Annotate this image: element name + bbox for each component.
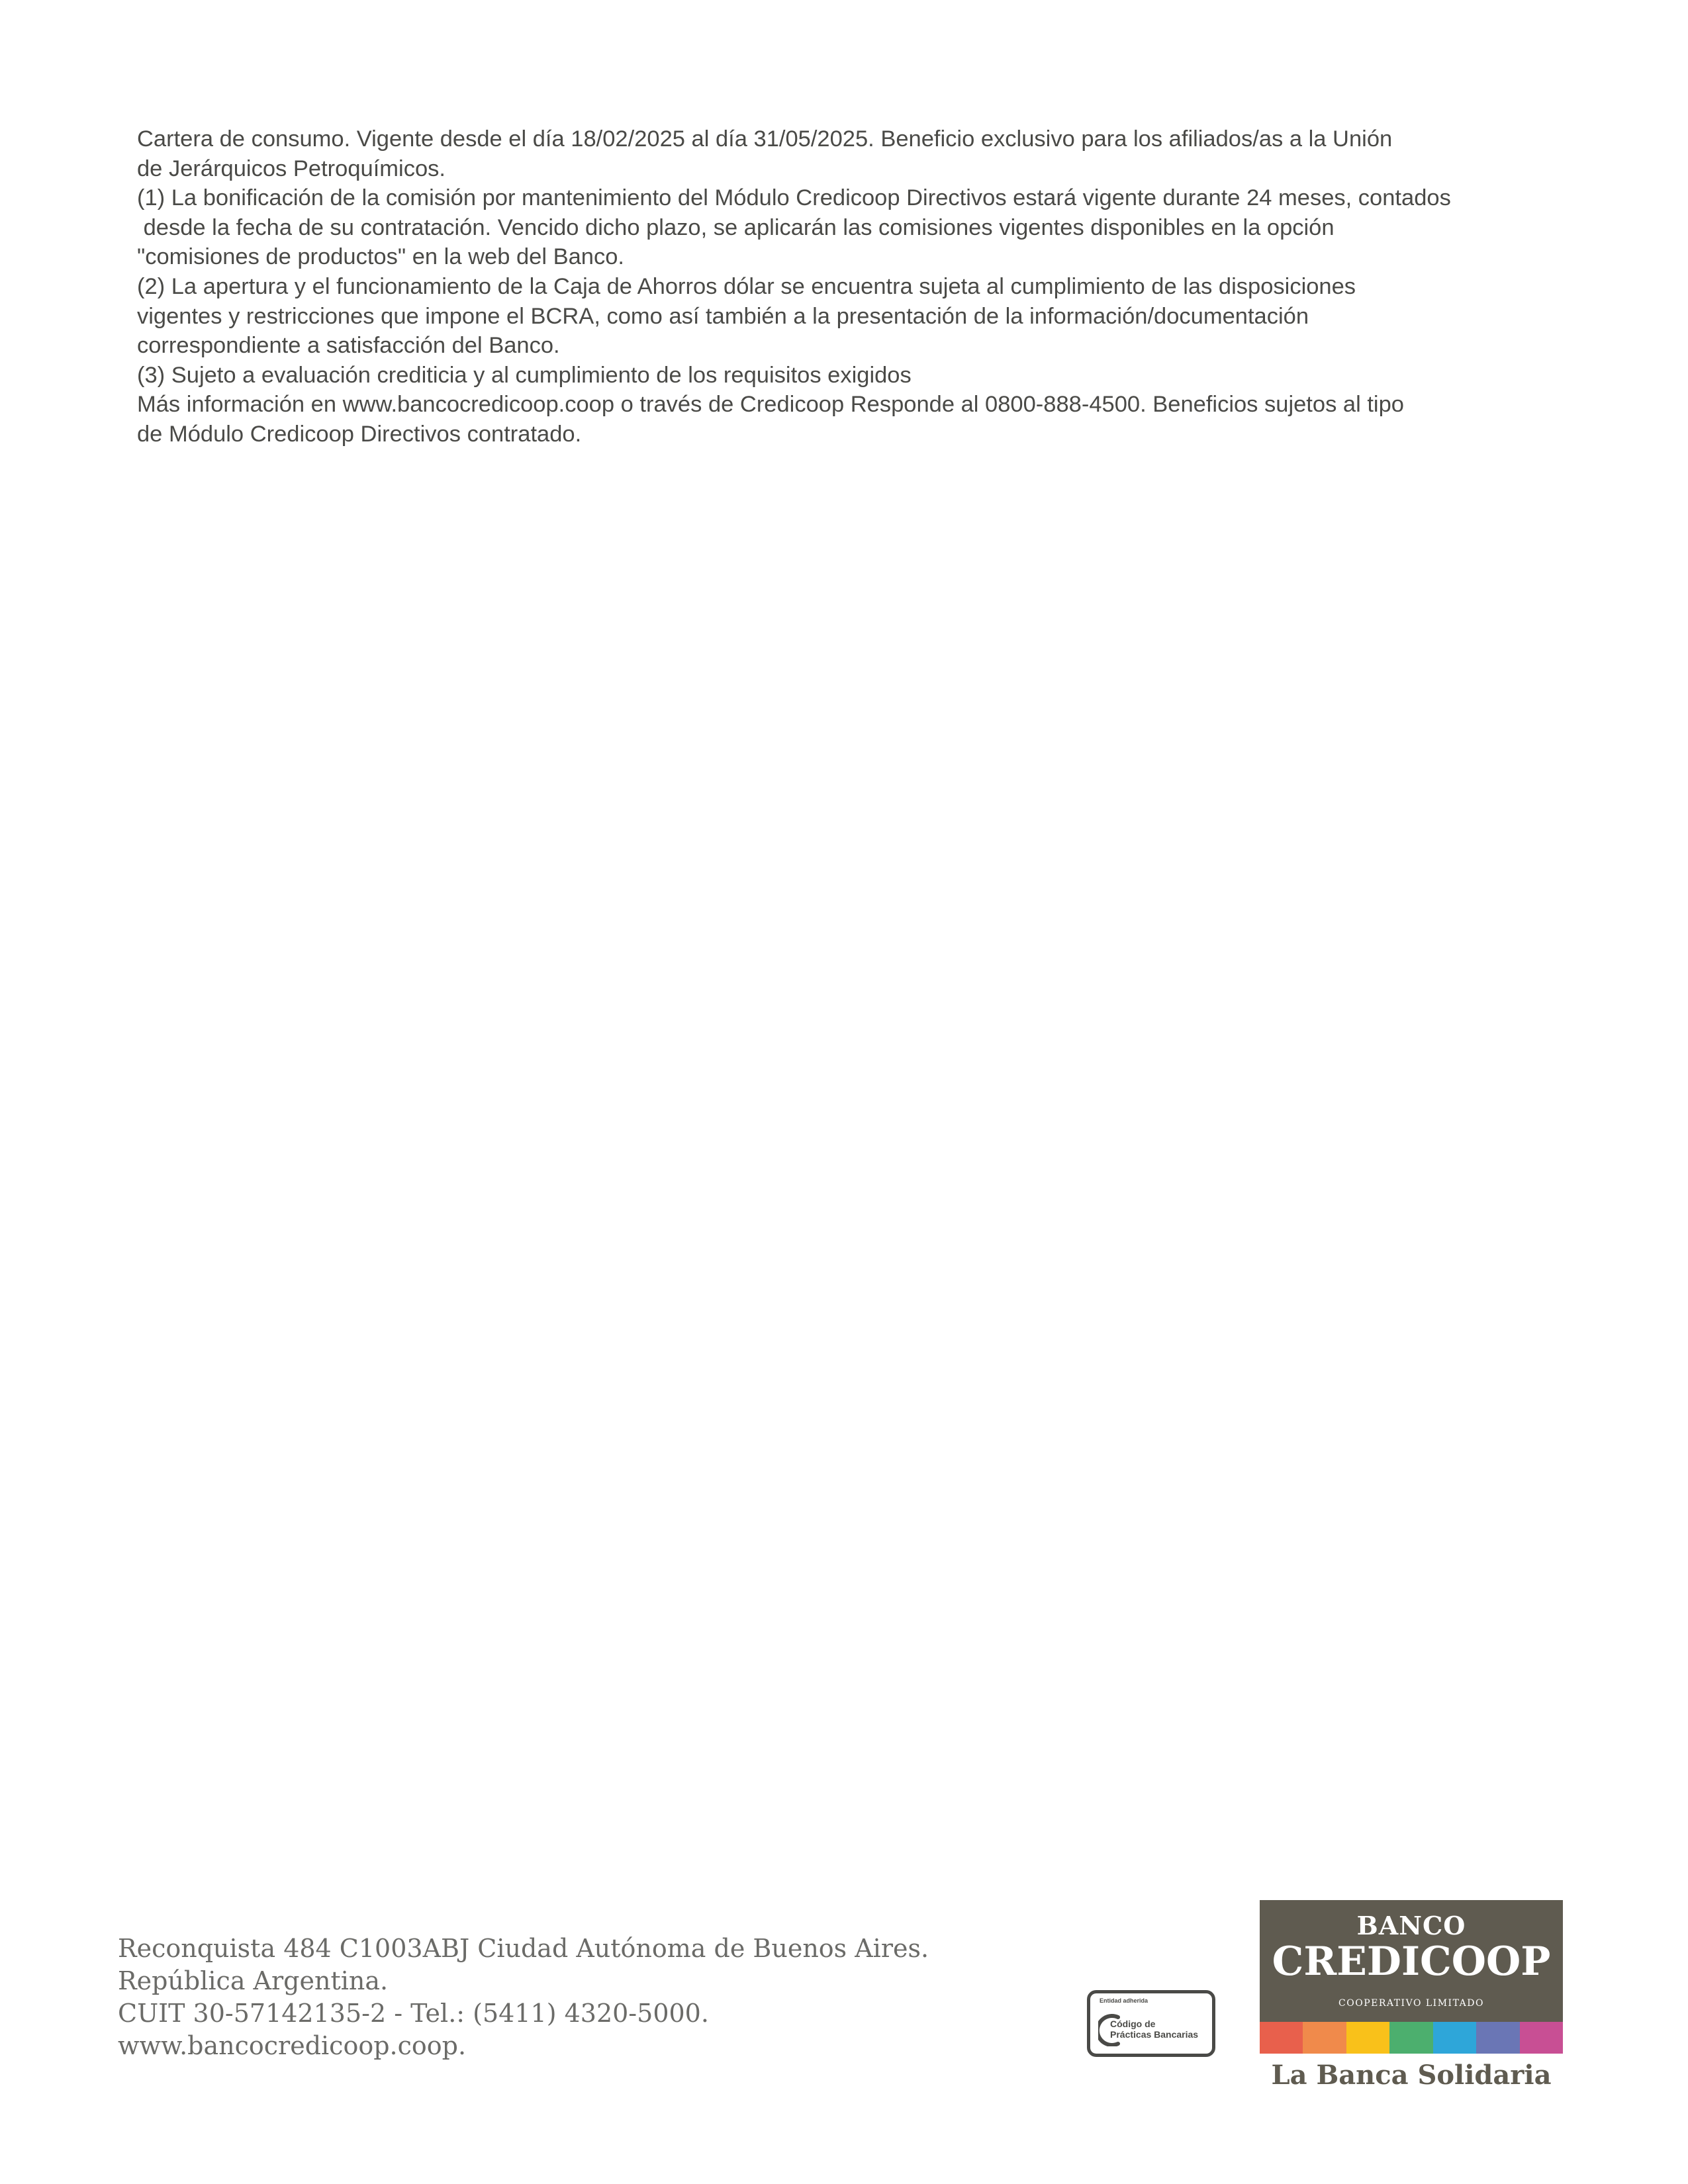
logo-cooperativo-word: COOPERATIVO LIMITADO xyxy=(1338,1998,1484,2009)
legal-line: vigentes y restricciones que impone el BCRA, como así también a la presentación de la información/documentación xyxy=(137,303,1309,329)
logo-stripe xyxy=(1303,2022,1346,2054)
legal-line: Cartera de consumo. Vigente desde el día 18/02/2025 al día 31/05/2025. Beneficio exclusivo para los afiliados/as a la Unión xyxy=(137,126,1393,152)
badge-small-label: Entidad adherida xyxy=(1100,1997,1149,2004)
legal-line: de Jerárquicos Petroquímicos. xyxy=(137,156,445,181)
logo-stripe xyxy=(1476,2022,1519,2054)
legal-line: desde la fecha de su contratación. Vencido dicho plazo, se aplicarán las comisiones vigentes disponibles en la opción xyxy=(137,214,1335,240)
legal-line: (3) Sujeto a evaluación crediticia y al cumplimiento de los requisitos exigidos xyxy=(137,362,912,388)
legal-line: correspondiente a satisfacción del Banco. xyxy=(137,333,560,359)
cuit-phone-line: CUIT 30-57142135-2 - Tel.: (5411) 4320-5000. xyxy=(118,1999,709,2028)
logo-tagline: La Banca Solidaria xyxy=(1271,2060,1552,2091)
logo-stripe xyxy=(1346,2022,1389,2054)
logo-color-stripes xyxy=(1260,2022,1563,2054)
logo-stripe xyxy=(1389,2022,1432,2054)
logo-stripe xyxy=(1520,2022,1563,2054)
banco-credicoop-logo xyxy=(1260,1900,1563,2054)
badge-main-label: Código de Prácticas Bancarias xyxy=(1110,2019,1199,2040)
legal-disclaimer xyxy=(137,124,1633,449)
legal-line: (1) La bonificación de la comisión por mantenimiento del Módulo Credicoop Directivos estará vigente durante 24 meses, contados xyxy=(137,185,1451,211)
logo-stripe xyxy=(1260,2022,1303,2054)
legal-line: (2) La apertura y el funcionamiento de la Caja de Ahorros dólar se encuentra sujeta al cumplimiento de las disposiciones xyxy=(137,273,1356,299)
legal-line: Más información en www.bancocredicoop.coop o través de Credicoop Responde al 0800-888-4500. Beneficios sujetos al tipo xyxy=(137,392,1404,418)
footer-address xyxy=(118,1933,1045,2062)
address-line: República Argentina. xyxy=(118,1966,389,1995)
website-line: www.bancocredicoop.coop. xyxy=(118,2031,467,2060)
banking-practices-badge xyxy=(1087,1990,1215,2057)
logo-credicoop-word: CREDICOOP xyxy=(1272,1938,1551,1985)
legal-line: de Módulo Credicoop Directivos contratado. xyxy=(137,421,582,447)
legal-line: "comisiones de productos" en la web del Banco. xyxy=(137,244,625,270)
address-line: Reconquista 484 C1003ABJ Ciudad Autónoma de Buenos Aires. xyxy=(118,1934,929,1963)
logo-stripe xyxy=(1433,2022,1476,2054)
logo-banco-word: BANCO xyxy=(1356,1911,1466,1940)
